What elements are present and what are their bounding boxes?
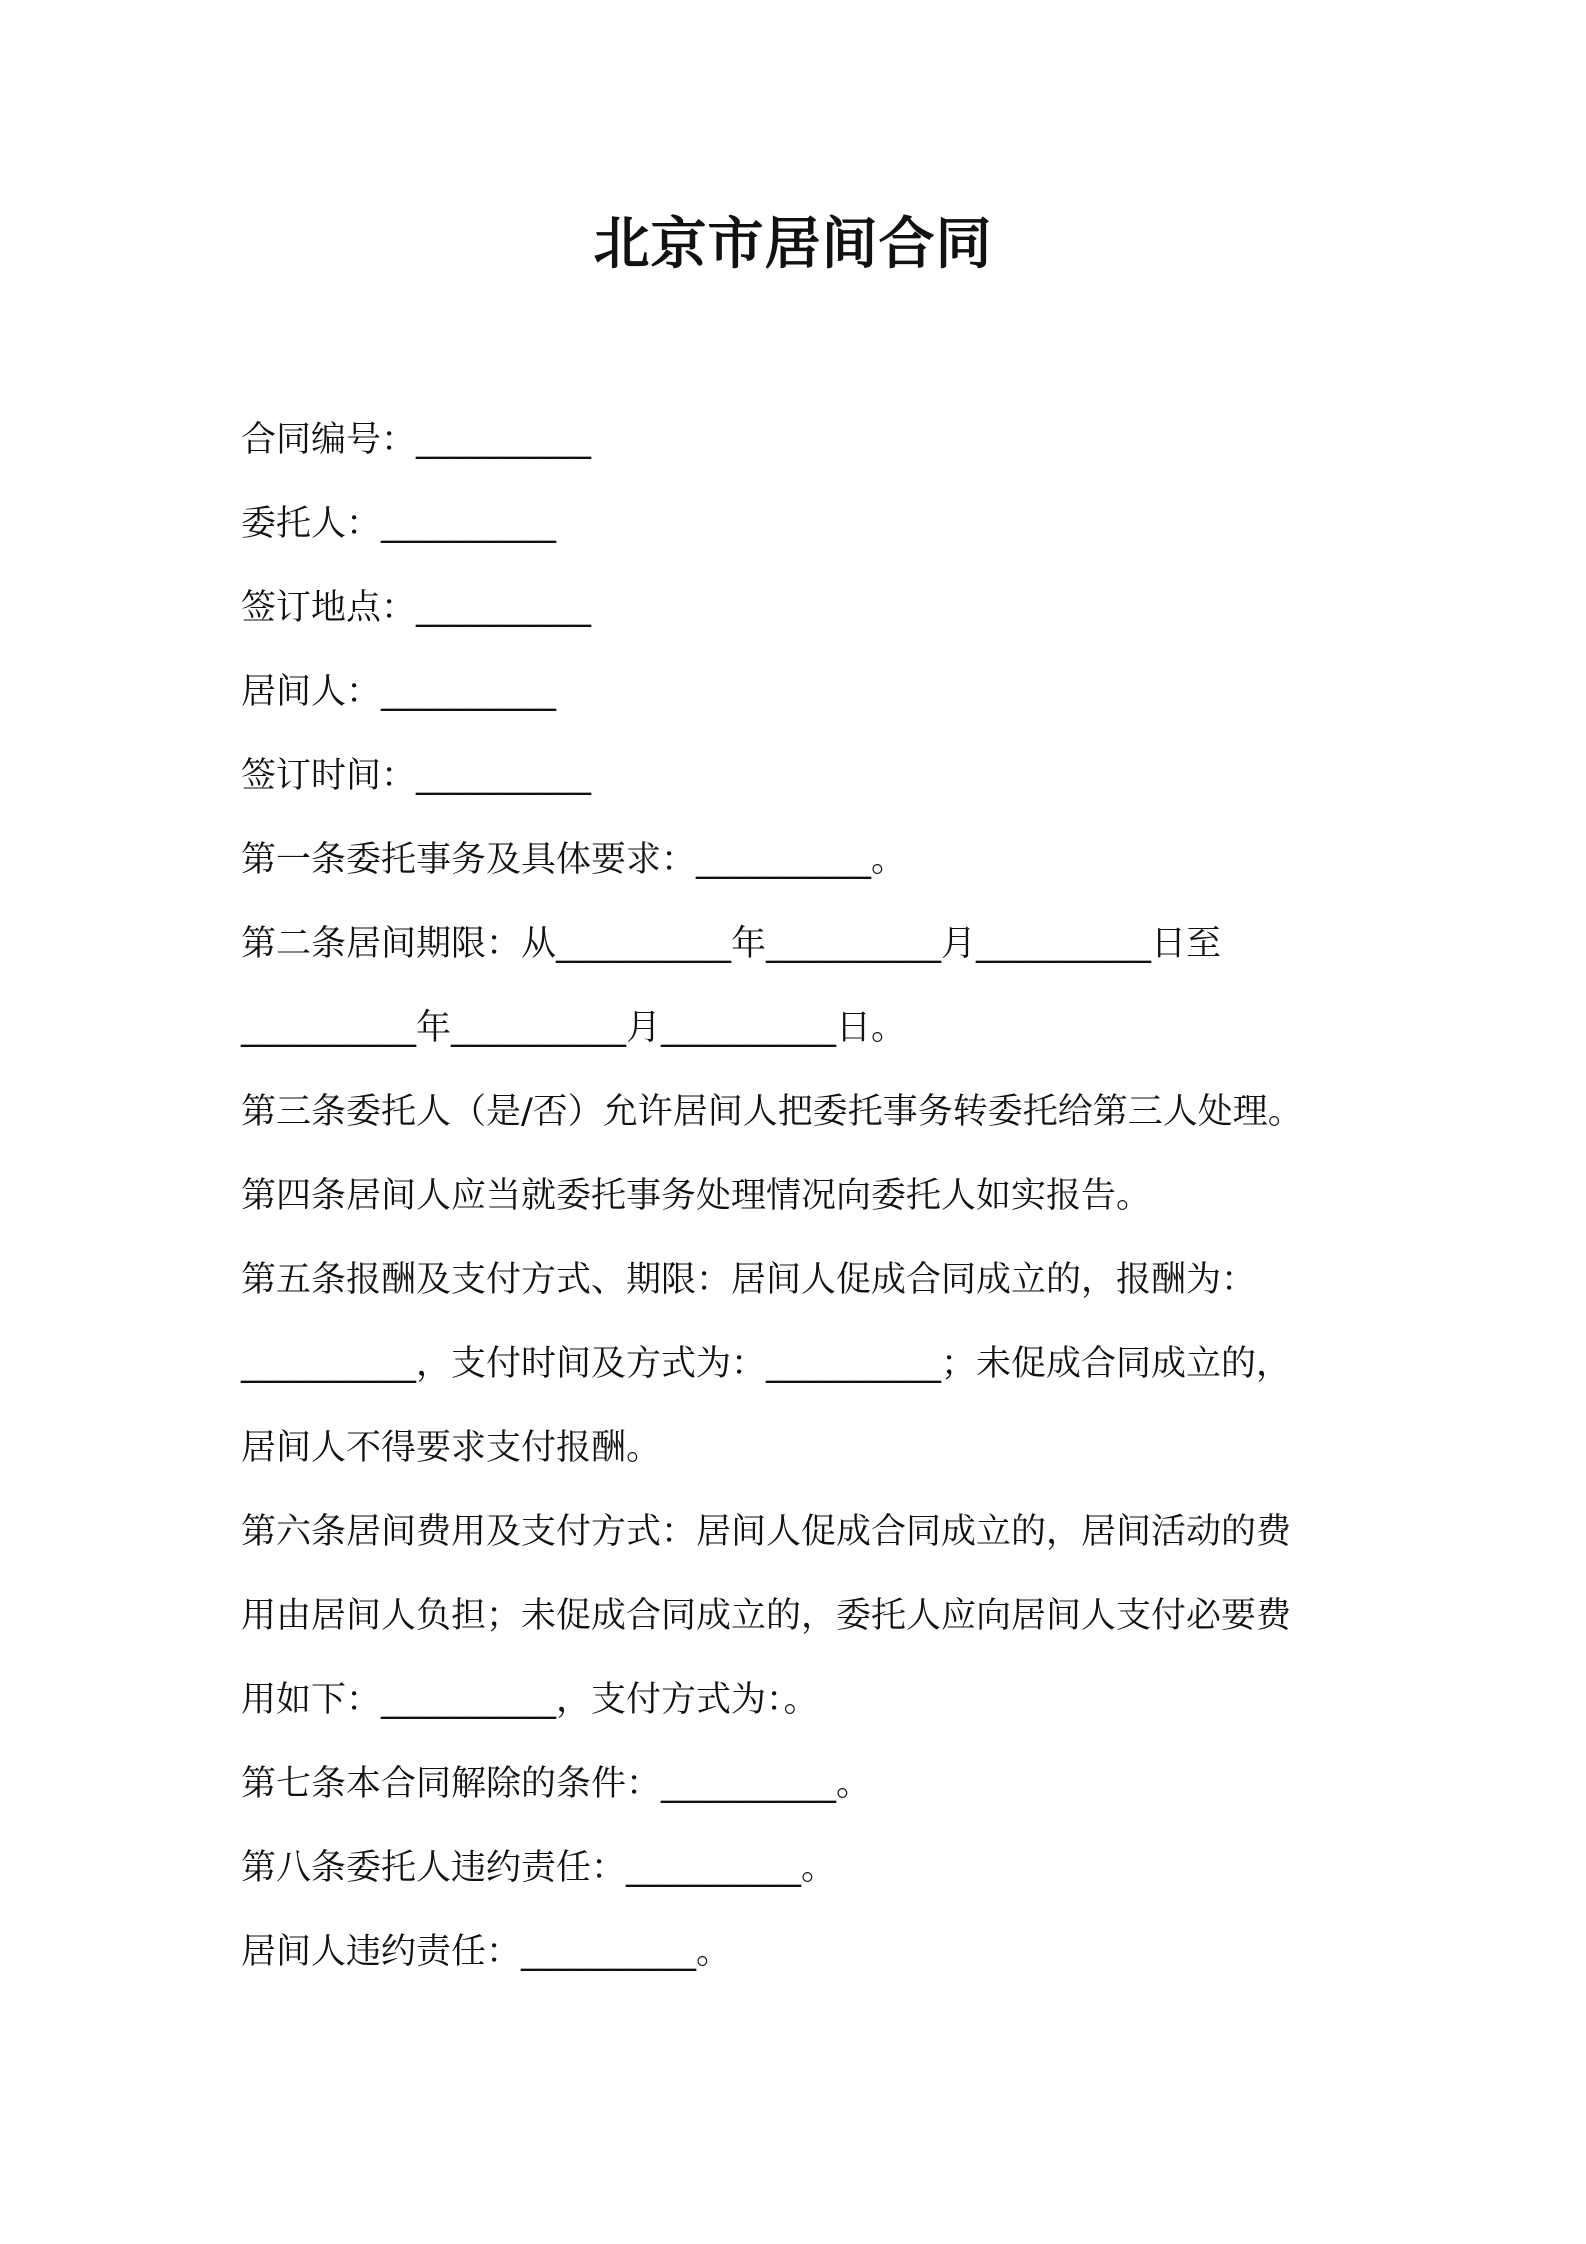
article-5-line-1: 第五条报酬及支付方式、期限：居间人促成合同成立的，报酬为： — [241, 1260, 1257, 1300]
article-1: 第一条委托事务及具体要求：__________。 — [241, 840, 907, 880]
article-7: 第七条本合同解除的条件：__________。 — [241, 1764, 872, 1804]
signing-time-line: 签订时间：__________ — [241, 756, 592, 796]
article-4: 第四条居间人应当就委托事务处理情况向委托人如实报告。 — [241, 1176, 1152, 1216]
document-body — [241, 398, 1401, 1994]
article-6-line-3: 用如下：__________，支付方式为：。 — [241, 1680, 819, 1720]
article-2-line-1: 第二条居间期限：从__________年__________月__________日至 — [241, 924, 1222, 964]
article-3: 第三条委托人（是/否）允许居间人把委托事务转委托给第三人处理。 — [241, 1092, 1303, 1132]
article-8-line-1: 第八条委托人违约责任：__________。 — [241, 1848, 837, 1888]
article-6-line-2: 用由居间人负担；未促成合同成立的，委托人应向居间人支付必要费 — [241, 1596, 1292, 1636]
signing-place-line: 签订地点：__________ — [241, 588, 592, 628]
article-5-line-3: 居间人不得要求支付报酬。 — [241, 1428, 662, 1468]
contract-number-line: 合同编号：__________ — [241, 420, 592, 460]
article-2-line-2: __________年__________月__________日。 — [241, 1008, 907, 1048]
article-8-line-2: 居间人违约责任：__________。 — [241, 1932, 732, 1972]
intermediary-line: 居间人：__________ — [241, 672, 557, 712]
client-line: 委托人：__________ — [241, 504, 557, 544]
document-title: 北京市居间合同 — [593, 212, 993, 277]
article-5-line-2: __________，支付时间及方式为：__________；未促成合同成立的， — [241, 1344, 1292, 1384]
article-6-line-1: 第六条居间费用及支付方式：居间人促成合同成立的，居间活动的费 — [241, 1512, 1292, 1552]
